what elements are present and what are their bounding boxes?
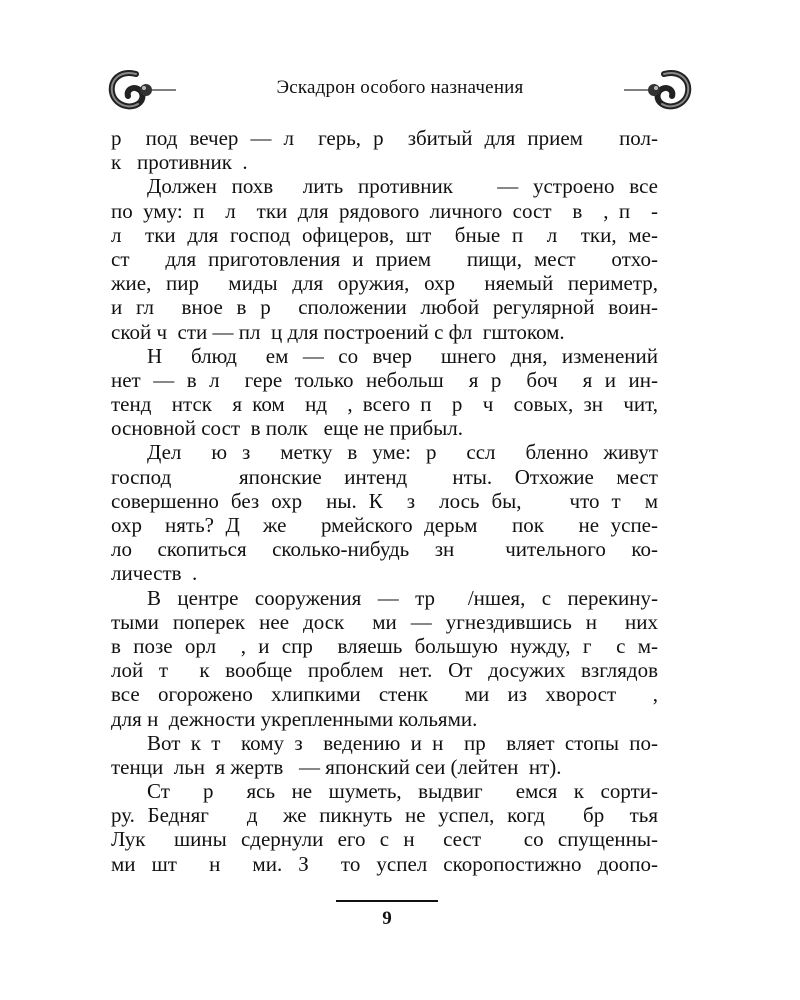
text-line: к противник . xyxy=(111,150,248,175)
text-line: ру. Бедняг д же пикнуть не успел, когд бр тья xyxy=(111,803,658,828)
text-line: В центре сооружения — тр /ншея, с перекину- xyxy=(147,585,658,610)
text-line: в позе орл , и спр вляешь большую нужду, г с м- xyxy=(111,633,658,658)
text-line: основной сост в полк еще не прибыл. xyxy=(111,416,463,441)
text-line: ло скопиться сколько-нибудь зн чительного ко- xyxy=(111,537,658,562)
text-line: ми шт н ми. З то успел скоропостижно доопо- xyxy=(111,851,658,876)
header-title: Эскадрон особого назначения xyxy=(276,77,524,98)
text-line: нет — в л гере только небольш я р боч я и ин- xyxy=(111,367,658,392)
footer-rule xyxy=(336,900,438,902)
text-line: Лук шины сдернули его с н сест со спущенны- xyxy=(111,827,658,852)
text-line: господ японские интенд нты. Отхожие мест xyxy=(111,464,658,489)
text-line: тенд нтск я ком нд , всего п р ч совых, зн чит, xyxy=(111,392,658,417)
body-text xyxy=(111,126,658,876)
text-line: л тки для господ офицеров, шт бные п л тки, ме- xyxy=(111,222,658,247)
text-line: все огорожено хлипкими стенк ми из хворост , xyxy=(111,682,658,707)
text-line: и гл вное в р сположении любой регулярной воин- xyxy=(111,295,658,320)
text-line: совершенно без охр ны. К з лось бы, что т м xyxy=(111,488,658,513)
text-line: тенци льн я жертв — японский сеи (лейтен нт). xyxy=(111,754,562,779)
text-line: Дел ю з метку в уме: р ссл бленно живут xyxy=(147,440,658,465)
text-line: Н блюд ем — со вчер шнего дня, изменений xyxy=(147,343,658,368)
text-line: для н дежности укрепленными кольями. xyxy=(111,706,478,731)
text-line: тыми поперек нее доск ми — угнездившись н них xyxy=(111,609,658,634)
text-line: лой т к вообще проблем нет. От досужих взглядов xyxy=(111,658,658,683)
text-line: личеств . xyxy=(111,561,198,586)
text-line: Вот к т кому з ведению и н пр вляет стопы по- xyxy=(147,730,658,755)
text-line: по уму: п л тки для рядового личного сост в , п - xyxy=(111,198,658,223)
page-number: 9 xyxy=(382,908,392,929)
running-header xyxy=(100,60,700,116)
text-line: жие, пир миды для оружия, охр няемый периметр, xyxy=(111,271,658,296)
text-line: ской ч сти — пл ц для построений с фл гштоком. xyxy=(111,319,565,344)
text-line: охр нять? Д же рмейского дерьм пок не успе- xyxy=(111,513,658,537)
text-line: Ст р ясь не шуметь, выдвиг емся к сорти- xyxy=(147,779,658,804)
right-ornament-icon xyxy=(624,68,694,112)
text-line: р под вечер — л герь, р збитый для прием пол- xyxy=(111,126,658,150)
text-line: Должен похв лить противник — устроено все xyxy=(147,174,658,199)
text-line: ст для приготовления и прием пищи, мест отхо- xyxy=(111,246,658,271)
